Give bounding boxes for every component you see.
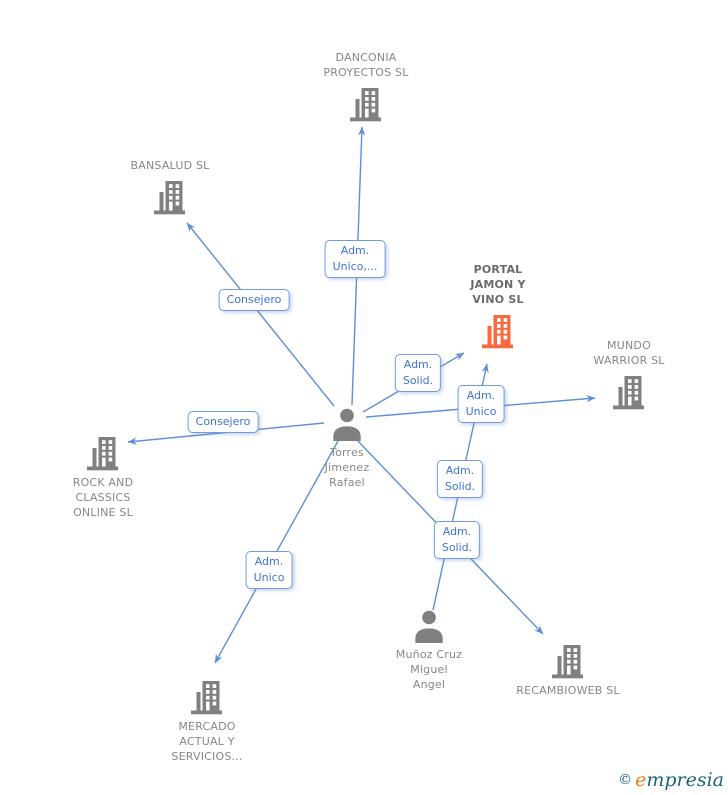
company-icon-mundo-warrior[interactable] (612, 374, 646, 414)
node-label-line: RECAMBIOWEB SL (516, 684, 620, 697)
node-label-line: DANCONIA (335, 51, 397, 64)
node-label-line: PROYECTOS SL (323, 66, 409, 79)
edge-label-line: Unico,... (332, 260, 378, 273)
edge-label-line: Unico (465, 405, 497, 418)
edge-label-line: Adm. (340, 244, 370, 257)
copyright-icon: © (618, 772, 633, 788)
person-icon-torres-jimenez-rafael[interactable] (330, 407, 364, 445)
edge-label-torres-bansalud[interactable] (219, 289, 290, 311)
edge-label-line: Adm. (466, 389, 496, 402)
edge-label-torres-mundo[interactable] (458, 385, 505, 423)
node-label-line: WARRIOR SL (593, 354, 665, 367)
company-icon-danconia[interactable] (349, 86, 383, 126)
node-label-line: CLASSICS (75, 491, 131, 504)
company-icon-rock-and-classics[interactable] (86, 435, 120, 475)
node-label-rock-and-classics[interactable] (28, 475, 178, 520)
company-icon-mercado-actual[interactable] (190, 679, 224, 719)
edge-torres-bansalud (187, 223, 334, 406)
edge-label-munoz-portal[interactable] (437, 460, 483, 498)
node-label-line: Jimenez (324, 461, 370, 474)
node-label-danconia[interactable] (291, 50, 441, 80)
node-label-line: JAMON Y (470, 278, 526, 291)
edge-label-line: Adm. (254, 555, 284, 568)
edge-label-line: Consejero (226, 293, 282, 306)
edge-label-torres-portal[interactable] (395, 354, 441, 392)
company-icon-portal-jamon-y-vino[interactable] (481, 313, 515, 353)
logo-wordmark: mpresia (646, 769, 724, 791)
node-label-torres-jimenez-rafael[interactable] (272, 445, 422, 490)
edge-label-torres-danconia[interactable] (325, 240, 386, 278)
company-icon-bansalud[interactable] (153, 179, 187, 219)
node-label-line: MUNDO (607, 339, 651, 352)
logo-letter-e: e (635, 769, 647, 791)
node-label-line: Miguel (410, 663, 448, 676)
company-icon-recambioweb[interactable] (551, 643, 585, 683)
edge-label-line: Solid. (402, 374, 434, 387)
node-label-line: Rafael (329, 476, 365, 489)
node-label-line: ACTUAL Y (179, 735, 235, 748)
edge-label-line: Adm. (442, 525, 472, 538)
edge-label-torres-recambioweb[interactable] (434, 521, 480, 559)
edge-label-line: Solid. (441, 541, 473, 554)
edge-label-line: Unico (253, 571, 285, 584)
node-label-line: BANSALUD SL (130, 159, 210, 172)
node-label-line: Muñoz Cruz (395, 648, 463, 661)
edge-label-line: Adm. (445, 464, 475, 477)
edge-label-torres-rock[interactable] (188, 411, 259, 433)
node-label-line: Torres (330, 446, 364, 459)
node-label-line: MERCADO (178, 720, 236, 733)
person-icon-munoz-cruz-miguel-angel[interactable] (412, 609, 446, 647)
edge-label-line: Adm. (403, 358, 433, 371)
node-label-mercado-actual[interactable] (132, 719, 282, 764)
node-label-bansalud[interactable] (95, 158, 245, 173)
edge-label-torres-mercado[interactable] (246, 551, 293, 589)
node-label-line: SERVICIOS... (171, 750, 243, 763)
edge-label-line: Solid. (444, 480, 476, 493)
node-label-line: ONLINE SL (73, 506, 133, 519)
edge-label-line: Consejero (195, 415, 251, 428)
node-label-munoz-cruz-miguel-angel[interactable] (354, 647, 504, 692)
node-label-line: PORTAL (473, 263, 523, 276)
node-label-line: ROCK AND (72, 476, 134, 489)
node-label-portal-jamon-y-vino[interactable] (423, 262, 573, 307)
empresia-logo (618, 769, 724, 791)
node-label-recambioweb[interactable] (493, 683, 643, 698)
node-label-line: VINO SL (472, 293, 524, 306)
node-label-line: Angel (412, 678, 446, 691)
node-label-mundo-warrior[interactable] (554, 338, 704, 368)
